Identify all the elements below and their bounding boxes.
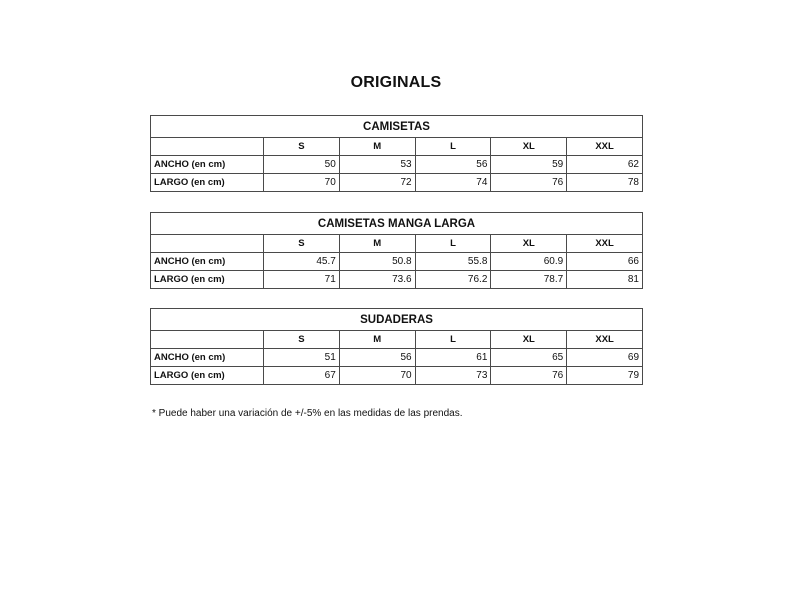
value-cell: 72 xyxy=(339,174,415,192)
value-cell: 76.2 xyxy=(415,271,491,289)
value-cell: 78.7 xyxy=(491,271,567,289)
value-cell: 56 xyxy=(415,156,491,174)
value-cell: 59 xyxy=(491,156,567,174)
value-cell: 73.6 xyxy=(339,271,415,289)
row-label: ANCHO (en cm) xyxy=(151,349,264,367)
table-row xyxy=(151,174,643,192)
value-cell: 50.8 xyxy=(339,253,415,271)
page-title: ORIGINALS xyxy=(350,74,442,91)
header-empty-cell xyxy=(151,331,264,349)
row-label: LARGO (en cm) xyxy=(151,174,264,192)
header-size-m: M xyxy=(339,235,415,253)
table-header-row xyxy=(151,138,643,156)
header-empty-cell xyxy=(151,138,264,156)
table-title: SUDADERAS xyxy=(151,309,643,331)
row-label: ANCHO (en cm) xyxy=(151,253,264,271)
header-size-xl: XL xyxy=(491,138,567,156)
value-cell: 76 xyxy=(491,367,567,385)
header-size-s: S xyxy=(264,138,340,156)
footnote: * Puede haber una variación de +/-5% en las medidas de las prendas. xyxy=(152,408,463,419)
header-size-s: S xyxy=(264,331,340,349)
table-header-row xyxy=(151,331,643,349)
value-cell: 51 xyxy=(264,349,340,367)
header-size-l: L xyxy=(415,138,491,156)
value-cell: 70 xyxy=(264,174,340,192)
table-row xyxy=(151,253,643,271)
value-cell: 61 xyxy=(415,349,491,367)
table-title: CAMISETAS xyxy=(151,116,643,138)
table-title: CAMISETAS MANGA LARGA xyxy=(151,213,643,235)
table-row xyxy=(151,271,643,289)
value-cell: 67 xyxy=(264,367,340,385)
table-header-row xyxy=(151,235,643,253)
size-table-camisetas xyxy=(150,115,643,192)
header-size-l: L xyxy=(415,235,491,253)
size-table-sudaderas xyxy=(150,308,643,385)
value-cell: 71 xyxy=(264,271,340,289)
row-label: LARGO (en cm) xyxy=(151,271,264,289)
value-cell: 78 xyxy=(567,174,643,192)
table-row xyxy=(151,349,643,367)
row-label: ANCHO (en cm) xyxy=(151,156,264,174)
row-label: LARGO (en cm) xyxy=(151,367,264,385)
header-size-s: S xyxy=(264,235,340,253)
value-cell: 69 xyxy=(567,349,643,367)
value-cell: 53 xyxy=(339,156,415,174)
header-size-l: L xyxy=(415,331,491,349)
header-size-xl: XL xyxy=(491,331,567,349)
value-cell: 50 xyxy=(264,156,340,174)
header-size-xl: XL xyxy=(491,235,567,253)
value-cell: 45.7 xyxy=(264,253,340,271)
header-size-m: M xyxy=(339,138,415,156)
value-cell: 60.9 xyxy=(491,253,567,271)
header-empty-cell xyxy=(151,235,264,253)
value-cell: 55.8 xyxy=(415,253,491,271)
header-size-xxl: XXL xyxy=(567,331,643,349)
table-row xyxy=(151,367,643,385)
header-size-m: M xyxy=(339,331,415,349)
value-cell: 73 xyxy=(415,367,491,385)
value-cell: 62 xyxy=(567,156,643,174)
value-cell: 76 xyxy=(491,174,567,192)
value-cell: 65 xyxy=(491,349,567,367)
size-table-camisetas-manga-larga xyxy=(150,212,643,289)
value-cell: 74 xyxy=(415,174,491,192)
value-cell: 66 xyxy=(567,253,643,271)
table-row xyxy=(151,156,643,174)
value-cell: 81 xyxy=(567,271,643,289)
value-cell: 70 xyxy=(339,367,415,385)
header-size-xxl: XXL xyxy=(567,138,643,156)
value-cell: 56 xyxy=(339,349,415,367)
value-cell: 79 xyxy=(567,367,643,385)
header-size-xxl: XXL xyxy=(567,235,643,253)
